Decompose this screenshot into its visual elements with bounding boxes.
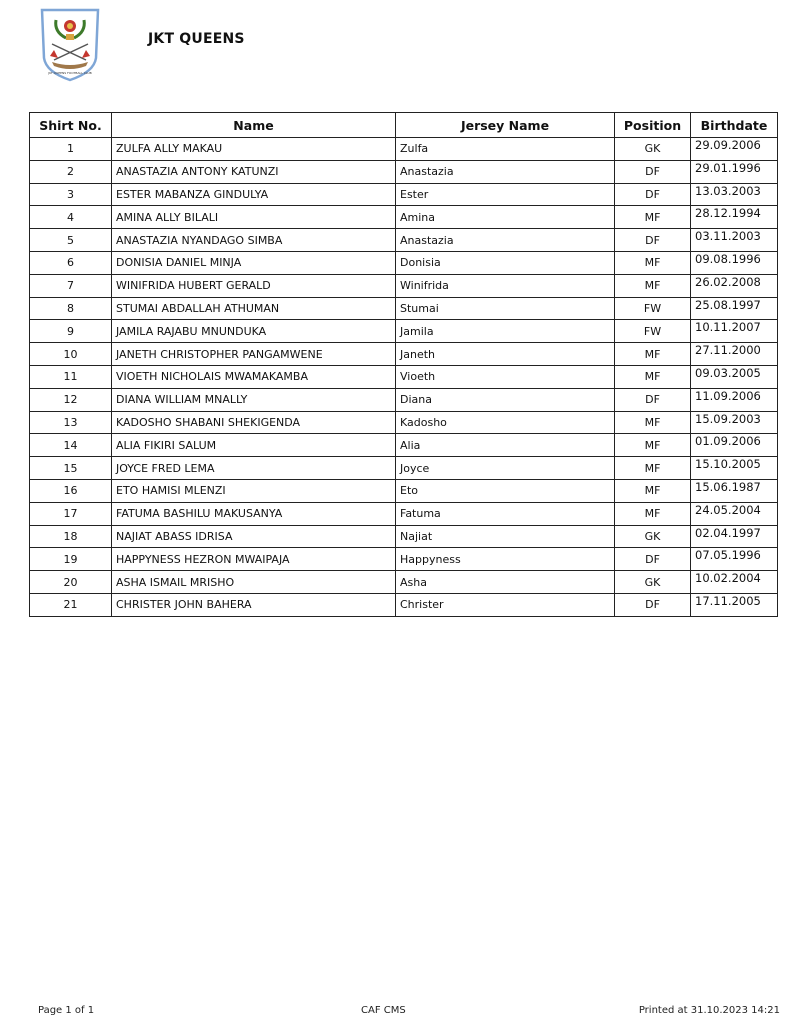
player-name-cell: ETO HAMISI MLENZI bbox=[112, 479, 396, 502]
table-row bbox=[30, 320, 778, 343]
table-row bbox=[30, 138, 778, 161]
shirt-number-cell: 15 bbox=[30, 457, 112, 480]
jersey-name-cell: Vioeth bbox=[396, 365, 615, 388]
position-cell: GK bbox=[615, 138, 691, 161]
birthdate-cell: 29.01.1996 bbox=[691, 160, 778, 183]
player-name-cell: NAJIAT ABASS IDRISA bbox=[112, 525, 396, 548]
shirt-number-cell: 2 bbox=[30, 160, 112, 183]
position-cell: DF bbox=[615, 229, 691, 252]
shirt-number-cell: 10 bbox=[30, 343, 112, 366]
player-name-cell: AMINA ALLY BILALI bbox=[112, 206, 396, 229]
shirt-number-cell: 14 bbox=[30, 434, 112, 457]
player-name-cell: ASHA ISMAIL MRISHO bbox=[112, 571, 396, 594]
table-row bbox=[30, 274, 778, 297]
player-name-cell: VIOETH NICHOLAIS MWAMAKAMBA bbox=[112, 365, 396, 388]
system-name: CAF CMS bbox=[361, 1005, 406, 1016]
player-name-cell: DIANA WILLIAM MNALLY bbox=[112, 388, 396, 411]
jersey-name-cell: Amina bbox=[396, 206, 615, 229]
birthdate-cell: 15.06.1987 bbox=[691, 479, 778, 502]
shirt-number-cell: 6 bbox=[30, 251, 112, 274]
birthdate-cell: 26.02.2008 bbox=[691, 274, 778, 297]
shirt-number-cell: 16 bbox=[30, 479, 112, 502]
shirt-number-cell: 9 bbox=[30, 320, 112, 343]
jersey-name-cell: Joyce bbox=[396, 457, 615, 480]
birthdate-cell: 29.09.2006 bbox=[691, 138, 778, 161]
jersey-name-cell: Eto bbox=[396, 479, 615, 502]
position-cell: DF bbox=[615, 548, 691, 571]
jersey-name-cell: Najiat bbox=[396, 525, 615, 548]
shirt-number-cell: 17 bbox=[30, 502, 112, 525]
birthdate-cell: 11.09.2006 bbox=[691, 388, 778, 411]
shirt-number-cell: 12 bbox=[30, 388, 112, 411]
birthdate-cell: 24.05.2004 bbox=[691, 502, 778, 525]
position-cell: FW bbox=[615, 320, 691, 343]
shirt-number-cell: 1 bbox=[30, 138, 112, 161]
player-name-cell: KADOSHO SHABANI SHEKIGENDA bbox=[112, 411, 396, 434]
jersey-name-cell: Christer bbox=[396, 593, 615, 616]
player-name-cell: JOYCE FRED LEMA bbox=[112, 457, 396, 480]
table-row bbox=[30, 251, 778, 274]
position-cell: MF bbox=[615, 365, 691, 388]
birthdate-cell: 27.11.2000 bbox=[691, 343, 778, 366]
player-name-cell: STUMAI ABDALLAH ATHUMAN bbox=[112, 297, 396, 320]
position-cell: DF bbox=[615, 388, 691, 411]
position-cell: MF bbox=[615, 411, 691, 434]
print-timestamp: Printed at 31.10.2023 14:21 bbox=[638, 1005, 780, 1016]
birthdate-cell: 10.11.2007 bbox=[691, 320, 778, 343]
player-name-cell: JAMILA RAJABU MNUNDUKA bbox=[112, 320, 396, 343]
player-name-cell: ANASTAZIA NYANDAGO SIMBA bbox=[112, 229, 396, 252]
birthdate-cell: 17.11.2005 bbox=[691, 593, 778, 616]
birthdate-cell: 01.09.2006 bbox=[691, 434, 778, 457]
jersey-name-cell: Kadosho bbox=[396, 411, 615, 434]
position-cell: GK bbox=[615, 525, 691, 548]
position-cell: GK bbox=[615, 571, 691, 594]
position-cell: FW bbox=[615, 297, 691, 320]
jersey-name-cell: Diana bbox=[396, 388, 615, 411]
table-row bbox=[30, 411, 778, 434]
col-header-position: Position bbox=[615, 113, 691, 138]
player-name-cell: ANASTAZIA ANTONY KATUNZI bbox=[112, 160, 396, 183]
table-row bbox=[30, 571, 778, 594]
position-cell: DF bbox=[615, 160, 691, 183]
birthdate-cell: 03.11.2003 bbox=[691, 229, 778, 252]
table-row bbox=[30, 206, 778, 229]
table-row bbox=[30, 434, 778, 457]
jersey-name-cell: Asha bbox=[396, 571, 615, 594]
jersey-name-cell: Anastazia bbox=[396, 229, 615, 252]
position-cell: DF bbox=[615, 183, 691, 206]
col-header-shirt-no: Shirt No. bbox=[30, 113, 112, 138]
position-cell: MF bbox=[615, 457, 691, 480]
shirt-number-cell: 13 bbox=[30, 411, 112, 434]
page-number: Page 1 of 1 bbox=[38, 1005, 95, 1016]
jersey-name-cell: Janeth bbox=[396, 343, 615, 366]
birthdate-cell: 10.02.2004 bbox=[691, 571, 778, 594]
position-cell: MF bbox=[615, 206, 691, 229]
position-cell: DF bbox=[615, 593, 691, 616]
table-row bbox=[30, 525, 778, 548]
crest-text: JKT QUEENS FOOTBALL CLUB bbox=[48, 71, 92, 75]
col-header-birthdate: Birthdate bbox=[691, 113, 778, 138]
table-header-row bbox=[30, 113, 778, 138]
squad-table bbox=[29, 112, 778, 617]
jersey-name-cell: Zulfa bbox=[396, 138, 615, 161]
birthdate-cell: 09.08.1996 bbox=[691, 251, 778, 274]
jersey-name-cell: Stumai bbox=[396, 297, 615, 320]
table-row bbox=[30, 593, 778, 616]
player-name-cell: HAPPYNESS HEZRON MWAIPAJA bbox=[112, 548, 396, 571]
shirt-number-cell: 4 bbox=[30, 206, 112, 229]
team-title: JKT QUEENS bbox=[148, 31, 245, 47]
table-row bbox=[30, 365, 778, 388]
table-row bbox=[30, 479, 778, 502]
col-header-jersey-name: Jersey Name bbox=[396, 113, 615, 138]
player-name-cell: FATUMA BASHILU MAKUSANYA bbox=[112, 502, 396, 525]
player-name-cell: ESTER MABANZA GINDULYA bbox=[112, 183, 396, 206]
jersey-name-cell: Happyness bbox=[396, 548, 615, 571]
birthdate-cell: 02.04.1997 bbox=[691, 525, 778, 548]
jersey-name-cell: Donisia bbox=[396, 251, 615, 274]
birthdate-cell: 28.12.1994 bbox=[691, 206, 778, 229]
position-cell: MF bbox=[615, 502, 691, 525]
table-row bbox=[30, 183, 778, 206]
shirt-number-cell: 7 bbox=[30, 274, 112, 297]
birthdate-cell: 25.08.1997 bbox=[691, 297, 778, 320]
birthdate-cell: 09.03.2005 bbox=[691, 365, 778, 388]
shirt-number-cell: 3 bbox=[30, 183, 112, 206]
table-body bbox=[30, 138, 778, 617]
shirt-number-cell: 21 bbox=[30, 593, 112, 616]
player-name-cell: WINIFRIDA HUBERT GERALD bbox=[112, 274, 396, 297]
table-row bbox=[30, 548, 778, 571]
shirt-number-cell: 19 bbox=[30, 548, 112, 571]
position-cell: MF bbox=[615, 434, 691, 457]
player-name-cell: ALIA FIKIRI SALUM bbox=[112, 434, 396, 457]
shirt-number-cell: 11 bbox=[30, 365, 112, 388]
player-name-cell: CHRISTER JOHN BAHERA bbox=[112, 593, 396, 616]
position-cell: MF bbox=[615, 479, 691, 502]
jersey-name-cell: Alia bbox=[396, 434, 615, 457]
jersey-name-cell: Fatuma bbox=[396, 502, 615, 525]
table-row bbox=[30, 388, 778, 411]
birthdate-cell: 13.03.2003 bbox=[691, 183, 778, 206]
player-name-cell: DONISIA DANIEL MINJA bbox=[112, 251, 396, 274]
player-name-cell: JANETH CHRISTOPHER PANGAMWENE bbox=[112, 343, 396, 366]
shirt-number-cell: 20 bbox=[30, 571, 112, 594]
jersey-name-cell: Ester bbox=[396, 183, 615, 206]
table-row bbox=[30, 343, 778, 366]
jersey-name-cell: Anastazia bbox=[396, 160, 615, 183]
birthdate-cell: 15.09.2003 bbox=[691, 411, 778, 434]
table-row bbox=[30, 229, 778, 252]
shirt-number-cell: 8 bbox=[30, 297, 112, 320]
position-cell: MF bbox=[615, 274, 691, 297]
birthdate-cell: 07.05.1996 bbox=[691, 548, 778, 571]
col-header-name: Name bbox=[112, 113, 396, 138]
jersey-name-cell: Jamila bbox=[396, 320, 615, 343]
shirt-number-cell: 18 bbox=[30, 525, 112, 548]
jersey-name-cell: Winifrida bbox=[396, 274, 615, 297]
shirt-number-cell: 5 bbox=[30, 229, 112, 252]
table-row bbox=[30, 502, 778, 525]
table-row bbox=[30, 160, 778, 183]
club-crest-logo bbox=[38, 6, 102, 82]
table-row bbox=[30, 457, 778, 480]
table-row bbox=[30, 297, 778, 320]
birthdate-cell: 15.10.2005 bbox=[691, 457, 778, 480]
player-name-cell: ZULFA ALLY MAKAU bbox=[112, 138, 396, 161]
position-cell: MF bbox=[615, 251, 691, 274]
position-cell: MF bbox=[615, 343, 691, 366]
